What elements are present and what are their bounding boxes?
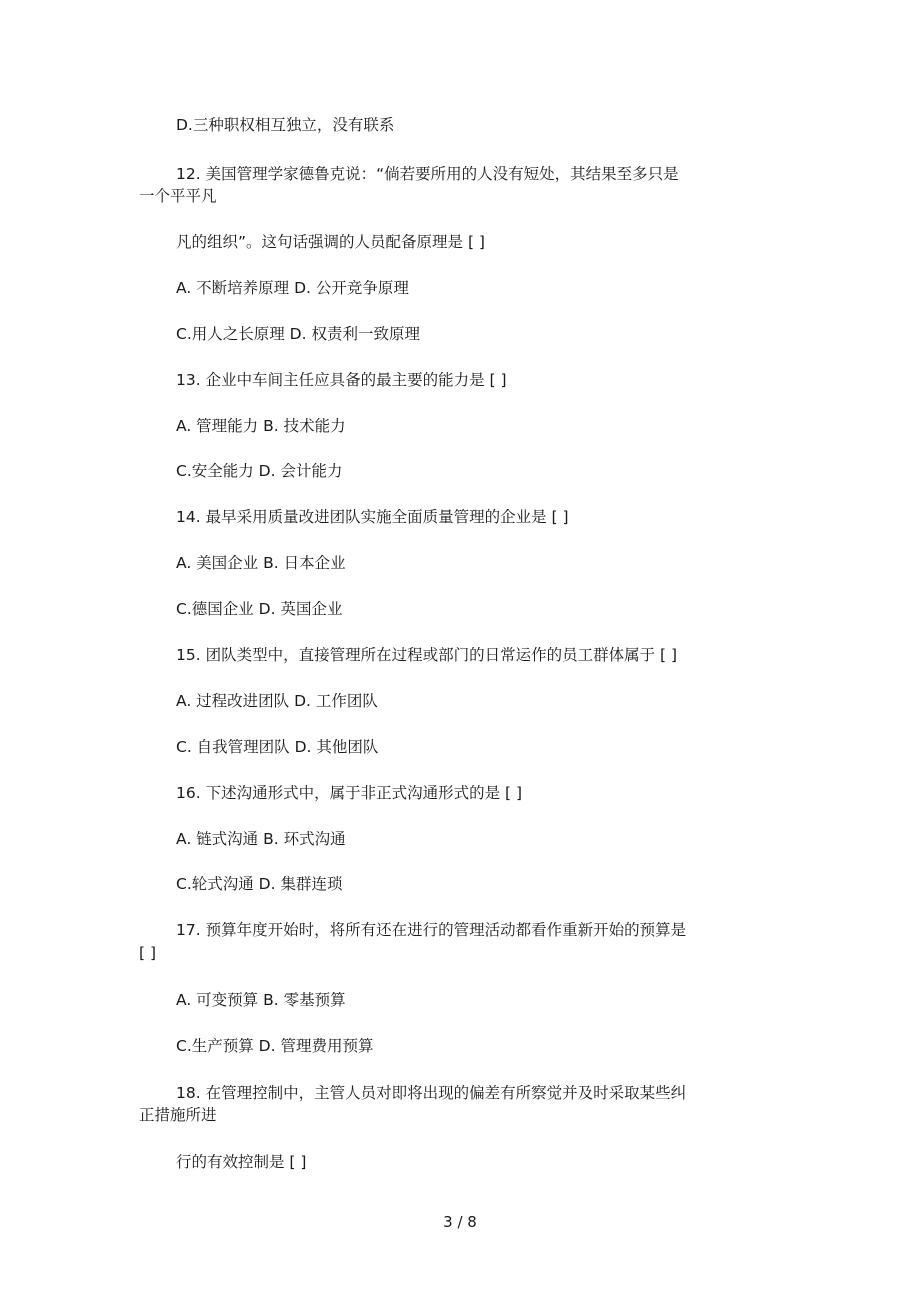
option-line: C.轮式沟通 D. 集群连琐: [176, 875, 343, 893]
question-18-text-wrap: 正措施所进: [139, 1106, 217, 1124]
option-line: C.生产预算 D. 管理费用预算: [176, 1037, 374, 1055]
option-line: A. 不断培养原理 D. 公开竞争原理: [176, 279, 409, 297]
question-14-text: 14. 最早采用质量改进团队实施全面质量管理的企业是 [ ]: [176, 508, 569, 526]
question-12-text: 12. 美国管理学家德鲁克说：“倘若要所用的人没有短处，其结果至多只是: [176, 165, 679, 183]
question-18-text-cont: 行的有效控制是 [ ]: [176, 1153, 307, 1171]
option-line: C.用人之长原理 D. 权责利一致原理: [176, 325, 420, 343]
page-indicator: 3 / 8: [443, 1213, 477, 1231]
option-line: A. 过程改进团队 D. 工作团队: [176, 692, 378, 710]
option-line: A. 管理能力 B. 技术能力: [176, 417, 346, 435]
option-line: A. 链式沟通 B. 环式沟通: [176, 830, 346, 848]
question-12-text-wrap: 一个平平凡: [139, 187, 217, 205]
option-line: C. 自我管理团队 D. 其他团队: [176, 738, 379, 756]
option-line: C.安全能力 D. 会计能力: [176, 462, 343, 480]
option-line: A. 可变预算 B. 零基预算: [176, 991, 346, 1009]
question-16-text: 16. 下述沟通形式中，属于非正式沟通形式的是 [ ]: [176, 784, 523, 802]
question-15-text: 15. 团队类型中，直接管理所在过程或部门的日常运作的员工群体属于 [ ]: [176, 646, 678, 664]
question-13-text: 13. 企业中车间主任应具备的最主要的能力是 [ ]: [176, 371, 507, 389]
option-line: A. 美国企业 B. 日本企业: [176, 554, 346, 572]
question-17-text-wrap: [ ]: [139, 944, 157, 962]
option-line: D.三种职权相互独立，没有联系: [176, 116, 395, 134]
question-18-text: 18. 在管理控制中，主管人员对即将出现的偏差有所察觉并及时采取某些纠: [176, 1084, 687, 1102]
question-17-text: 17. 预算年度开始时，将所有还在进行的管理活动都看作重新开始的预算是: [176, 921, 687, 939]
question-12-text-cont: 凡的组织”。这句话强调的人员配备原理是 [ ]: [176, 233, 485, 251]
option-line: C.德国企业 D. 英国企业: [176, 600, 343, 618]
